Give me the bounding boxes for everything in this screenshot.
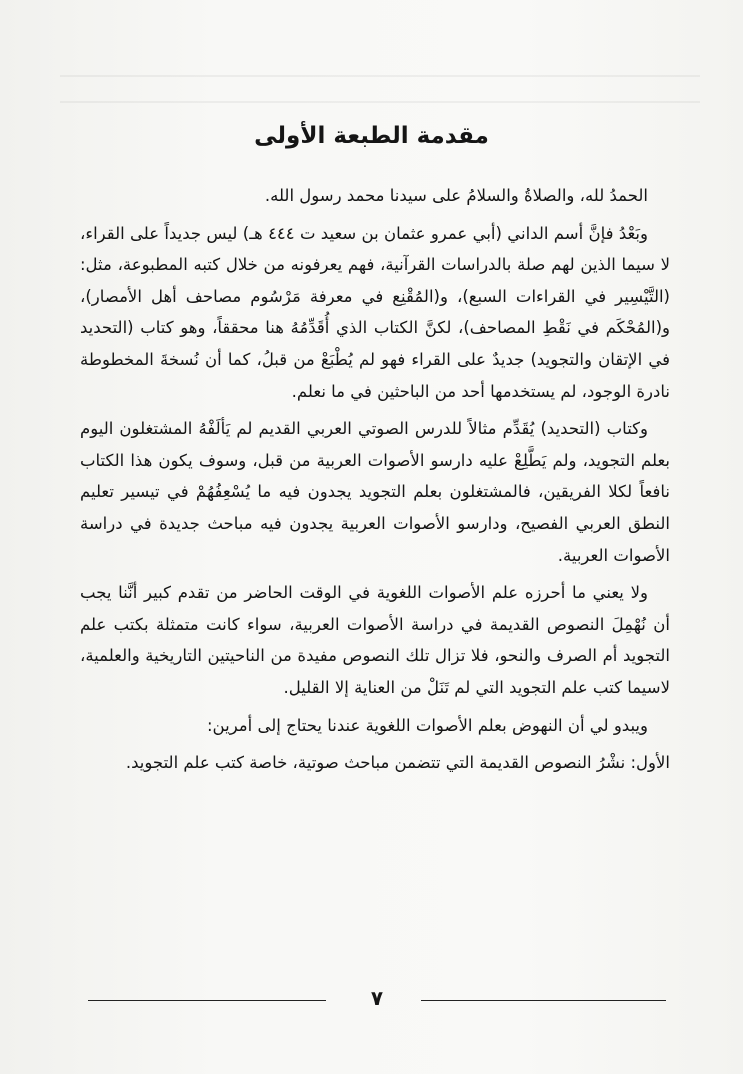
paragraph-opening: الحمدُ لله، والصلاةُ والسلامُ على سيدنا محمد رسول الله. xyxy=(264,186,648,205)
body-text xyxy=(80,180,670,785)
footer-rule-right xyxy=(421,1000,666,1001)
paragraph-book-value: وكتاب (التحديد) يُقَدِّم مثالاً للدرس الصوتي العربي القديم لم يَألَفْهُ المشتغلون اليوم بعلم التجويد، ولم يَطَّلِعْ عليه دارسو الأصوات العربية من قبل، وسوف يكون هذا الكتاب نافعاً لكلا الفريقين، فالمشتغلون بعلم التجويد يجدون فيه ما يُسْعِفُهُمْ في تيسير تعليم النطق العربي الفصيح، ودارسو الأصوات العربية يجدون فيه مباحث جديدة في دراسة الأصوات العربية. xyxy=(80,419,670,565)
paragraph-two-matters: ويبدو لي أن النهوض بعلم الأصوات اللغوية عندنا يحتاج إلى أمرين: xyxy=(206,715,648,735)
paragraph-first-matter: الأول: نشْرُ النصوص القديمة التي تتضمن مباحث صوتية، خاصة كتب علم التجويد. xyxy=(125,753,670,773)
page-footer xyxy=(88,988,666,1012)
page-title: مقدمة الطبعة الأولى xyxy=(254,123,489,149)
page-number: ٧ xyxy=(370,986,384,1010)
bleed-through-text xyxy=(60,55,700,115)
paragraph-intro: وبَعْدُ فإنَّ أسم الداني (أبي عمرو عثمان بن سعيد ت ٤٤٤ هـ) ليس جديداً على القراء، لا سيما الذين لهم صلة بالدراسات القرآنية، فهم يعرفونه من خلال كتبه المطبوعة، مثل: (التَّيْسِير في القراءات السبع)، و(المُقْنِع في معرفة مَرْسُوم مصاحف أهل الأمصار)، و(المُحْكَم في نَقْطِ المصاحف)، لكنَّ الكتاب الذي أُقَدِّمُهُ هنا محققاً، وهو كتاب (التحديد في الإتقان والتجويد) جديدٌ على القراء فهو لم يُطْبَعْ من قبلُ، كما أن نُسخةَ المخطوطة نادرة الوجود، لم يستخدمها أحد من الباحثين في ما نعلم. xyxy=(80,223,670,401)
paragraph-old-texts: ولا يعني ما أحرزه علم الأصوات اللغوية في الوقت الحاضر من تقدم كبير أنَّنا يجب أن نُهْمِلَ النصوص القديمة في دراسة الأصوات العربية، سواء كانت متمثلة بكتب علم التجويد أم الصرف والنحو، فلا تزال تلك النصوص مفيدة من الناحيتين التاريخية والعلمية، لاسيما كتب علم التجويد التي لم تَنَلْ من العناية إلا القليل. xyxy=(80,583,670,697)
